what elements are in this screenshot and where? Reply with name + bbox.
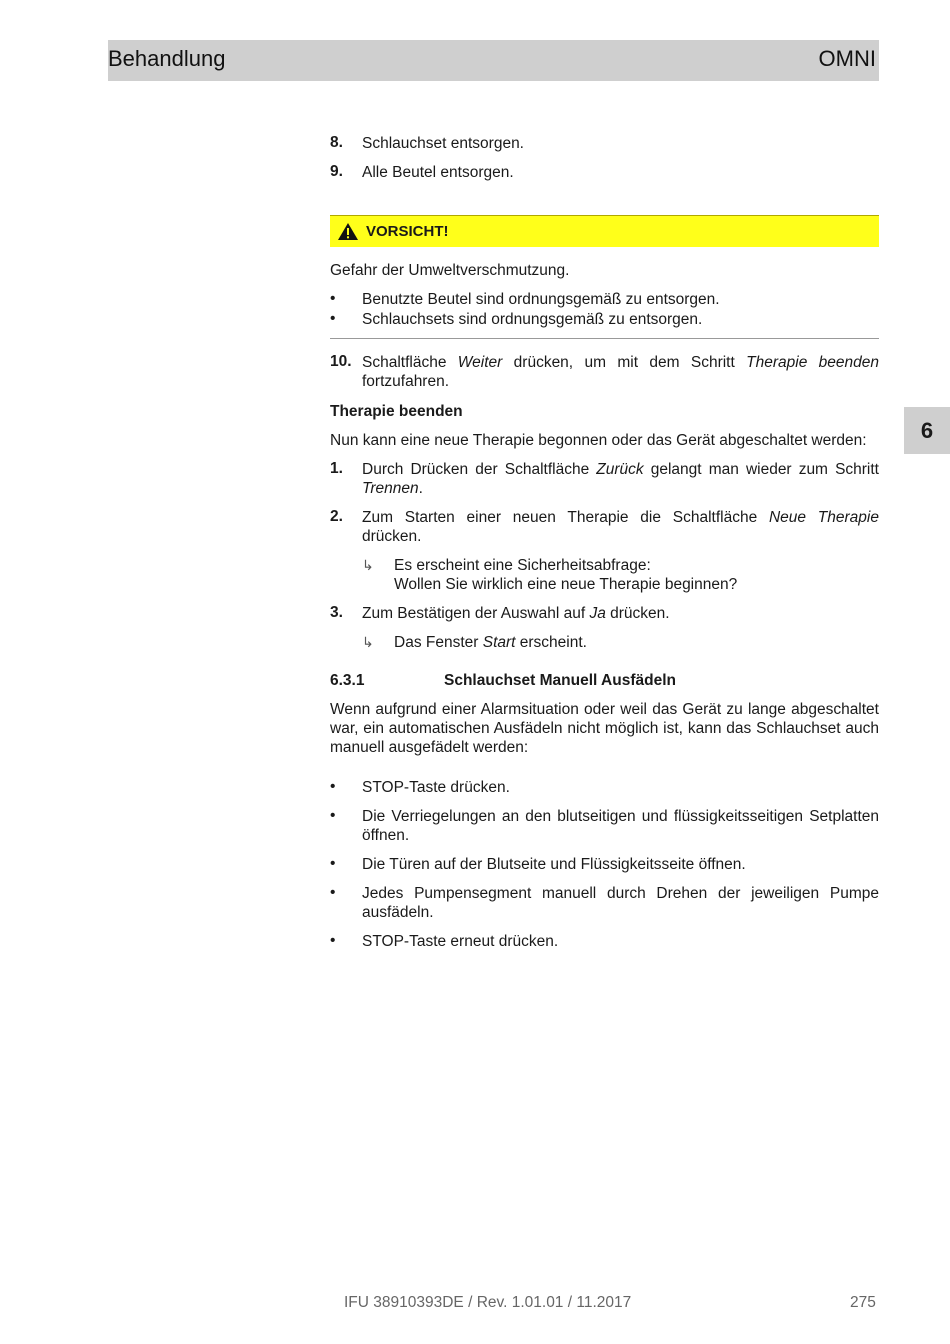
warning-triangle-icon <box>338 223 358 240</box>
bullet-icon: • <box>330 884 336 901</box>
caution-hazard: Gefahr der Umweltverschmutzung. <box>330 262 570 279</box>
list-item: Jedes Pumpensegment manuell durch Drehen der jeweiligen Pumpe ausfädeln. <box>362 885 879 921</box>
step-number: 9. <box>330 163 343 180</box>
step-result: Das Fenster Start erscheint. <box>394 634 587 651</box>
bullet-icon: • <box>330 807 336 824</box>
step-text: Alle Beutel entsorgen. <box>362 164 514 181</box>
list-item: STOP-Taste drücken. <box>362 779 510 796</box>
list-item: Die Türen auf der Blutseite und Flüssigkeitsseite öffnen. <box>362 856 746 873</box>
step-result: Wollen Sie wirklich eine neue Therapie beginnen? <box>394 576 738 593</box>
step-text: Durch Drücken der Schaltfläche Zurück gelangt man wieder zum Schritt Trennen. <box>362 461 879 497</box>
bullet-icon: • <box>330 932 336 949</box>
step-number: 2. <box>330 508 343 525</box>
chapter-tab: 6 <box>904 407 950 454</box>
page-header <box>108 40 879 81</box>
list-item: STOP-Taste erneut drücken. <box>362 933 559 950</box>
footer-page-number: 275 <box>850 1294 876 1311</box>
step-text: Schlauchset entsorgen. <box>362 135 524 152</box>
header-product-name: OMNI <box>818 46 876 71</box>
paragraph: Nun kann eine neue Therapie begonnen oder das Gerät abgeschaltet werden: <box>330 432 867 449</box>
section-title: Schlauchset Manuell Ausfädeln <box>444 672 676 689</box>
caution-bullet: Schlauchsets sind ordnungsgemäß zu entsorgen. <box>362 311 703 328</box>
caution-bullet: Benutzte Beutel sind ordnungsgemäß zu entsorgen. <box>362 291 720 308</box>
bullet-icon: • <box>330 310 336 327</box>
caution-divider <box>330 338 879 339</box>
list-item: Die Verriegelungen an den blutseitigen und flüssigkeitsseitigen Setplatten öffnen. <box>362 808 879 844</box>
paragraph: Wenn aufgrund einer Alarmsituation oder weil das Gerät zu lange abgeschaltet war, ein automatischen Ausfädeln nicht möglich ist, kann das Schlauchset auch manuell ausgefädelt werden: <box>330 701 879 756</box>
caution-title: VORSICHT! <box>366 223 449 240</box>
step-number: 10. <box>330 353 352 370</box>
step-text: Zum Starten einer neuen Therapie die Schaltfläche Neue Therapie drücken. <box>362 509 879 545</box>
header-section-title: Behandlung <box>108 46 226 71</box>
step-number: 8. <box>330 134 343 151</box>
step-number: 3. <box>330 604 343 621</box>
bullet-icon: • <box>330 290 336 307</box>
section-number: 6.3.1 <box>330 672 365 689</box>
result-arrow-icon: ↳ <box>362 634 374 650</box>
bullet-icon: • <box>330 778 336 795</box>
caution-banner <box>330 215 879 247</box>
subheading: Therapie beenden <box>330 403 463 420</box>
footer-document-id: IFU 38910393DE / Rev. 1.01.01 / 11.2017 <box>344 1294 632 1311</box>
step-text: Zum Bestätigen der Auswahl auf Ja drücken. <box>362 605 670 622</box>
bullet-icon: • <box>330 855 336 872</box>
step-text: Schaltfläche Weiter drücken, um mit dem Schritt Therapie beenden fortzufahren. <box>362 354 880 390</box>
step-number: 1. <box>330 460 343 477</box>
result-arrow-icon: ↳ <box>362 557 374 573</box>
step-result: Es erscheint eine Sicherheitsabfrage: <box>394 557 651 574</box>
